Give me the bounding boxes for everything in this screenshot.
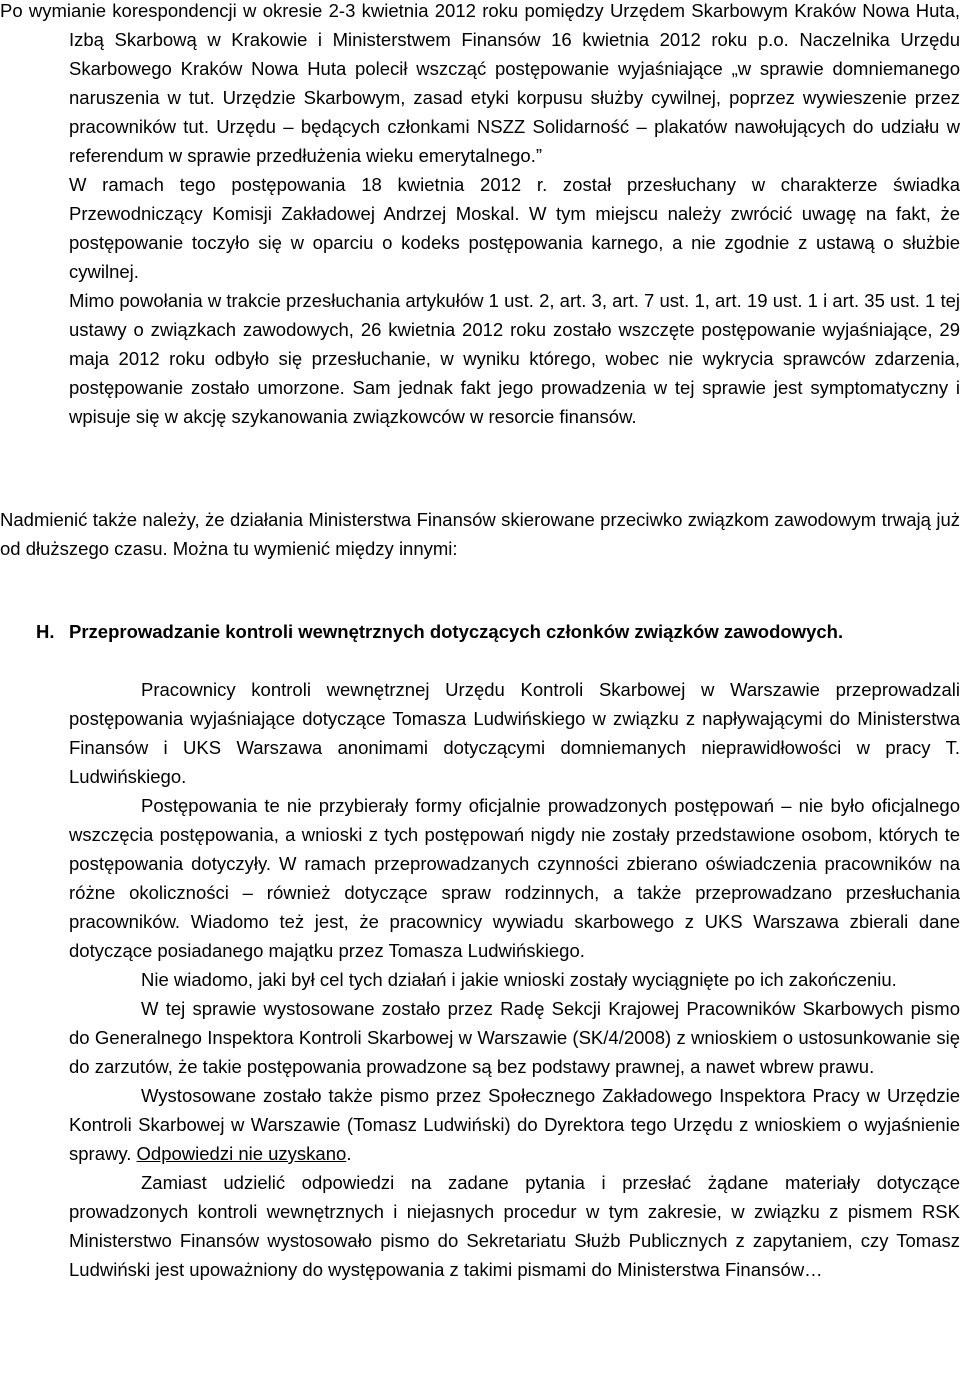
paragraph-hearing: W ramach tego postępowania 18 kwietnia 2012 r. został przesłuchany w charakterze świadka Przewodniczący Komisji Zakładowej Andrzej Moskal. W tym miejscu należy zwrócić uwagę na fakt, że postępowanie toczyło się w oparciu o kodeks postępowania karnego, a nie zgodnie z ustawą o służbie cywilnej. <box>69 174 960 282</box>
paragraph-instead-response: Zamiast udzielić odpowiedzi na zadane pytania i przesłać żądane materiały dotyczące prowadzonych kontroli wewnętrznych i niejasnych procedur w tym zakresie, w związku z pismem RSK Ministerstwo Finansów wystosowało pismo do Sekretariatu Służb Publicznych z zapytaniem, czy Tomasz Ludwiński jest upoważniony do występowania z takimi pismami do Ministerstwa Finansów… <box>69 1172 960 1280</box>
no-response-underlined: Odpowiedzi nie uzyskano <box>136 1143 347 1164</box>
paragraph-letter-inspector: W tej sprawie wystosowane zostało przez Radę Sekcji Krajowej Pracowników Skarbowych pismo do Generalnego Inspektora Kontroli Skarbowej w Warszawie (SK/4/2008) z wnioskiem o ustosunkowanie się do zarzutów, że takie postępowania prowadzone są bez podstawy prawnej, a nawet wbrew prawu. <box>69 998 960 1077</box>
paragraph-internal-control: Pracownicy kontroli wewnętrznej Urzędu Kontroli Skarbowej w Warszawie przeprowadzali postępowania wyjaśniające dotyczące Tomasza Ludwińskiego w związku z napływającymi do Ministerstwa Finansów i UKS Warszawa anonimami dotyczącymi domniemanych nieprawidłowości w pracy T. Ludwińskiego. <box>69 679 960 787</box>
paragraph-correspondence: Po wymianie korespondencji w okresie 2-3 kwietnia 2012 roku pomiędzy Urzędem Skarbowym Kraków Nowa Huta, Izbą Skarbową w Krakowie i Ministerstwem Finansów 16 kwietnia 2012 roku p.o. Naczelnika Urzędu Skarbowego Kraków Nowa Huta polecił wszcząć postępowanie wyjaśniające „w sprawie domniemanego naruszenia w tut. Urzędzie Skarbowym, zasad etyki korpusu służby cywilnej, poprzez wywieszenie przez pracowników tut. Urzędu – będących członkami NSZZ Solidarność – plakatów nawołujących do udziału w referendum w sprawie przedłużenia wieku emerytalnego.” <box>0 0 960 166</box>
paragraph-articles: Mimo powołania w trakcie przesłuchania artykułów 1 ust. 2, art. 3, art. 7 ust. 1, art. 19 ust. 1 i art. 35 ust. 1 tej ustawy o związkach zawodowych, 26 kwietnia 2012 roku zostało wszczęte postępowanie wyjaśniające, 29 maja 2012 roku odbyło się przesłuchanie, w wyniku którego, wobec nie wykrycia sprawców zdarzenia, postępowanie zostało umorzone. Sam jednak fakt jego prowadzenia w tej sprawie jest symptomatyczny i wpisuje się w akcję szykanowania związkowców w resorcie finansów. <box>69 290 960 427</box>
paragraph-letter-director <box>69 1081 960 1168</box>
middle-section <box>0 505 960 563</box>
section-h-body <box>69 675 960 1284</box>
top-section <box>0 0 960 431</box>
letter-director-end: . <box>346 1143 352 1164</box>
paragraph-unknown-purpose: Nie wiadomo, jaki był cel tych działań i jakie wnioski zostały wyciągnięte po ich zakończeniu. <box>141 969 897 990</box>
paragraph-proceedings: Postępowania te nie przybierały formy oficjalnie prowadzonych postępowań – nie było oficjalnego wszczęcia postępowania, a wnioski z tych postępowań nigdy nie zostały przedstawione osobom, których te postępowania dotyczyły. W ramach przeprowadzanych czynności zbierano oświadczenia pracowników na różne okoliczności – również dotyczące spraw rodzinnych, a także przeprowadzano przesłuchania pracowników. Wiadomo też jest, że pracownicy wywiadu skarbowego z UKS Warszawa zbierali dane dotyczące posiadanego majątku przez Tomasza Ludwińskiego. <box>69 795 960 961</box>
section-letter: H. <box>36 621 55 642</box>
section-title: Przeprowadzanie kontroli wewnętrznych dotyczących członków związków zawodowych. <box>69 621 844 642</box>
letter-director-text: Wystosowane zostało także pismo przez Społecznego Zakładowego Inspektora Pracy w Urzędzie Kontroli Skarbowej w Warszawie (Tomasz Ludwiński) do Dyrektora tego Urzędu z wnioskiem o wyjaśnienie sprawy. <box>69 1085 960 1164</box>
paragraph-intro-list: Nadmienić także należy, że działania Ministerstwa Finansów skierowane przeciwko związkom zawodowym trwają już od dłuższego czasu. Można tu wymienić między innymi: <box>0 509 960 559</box>
